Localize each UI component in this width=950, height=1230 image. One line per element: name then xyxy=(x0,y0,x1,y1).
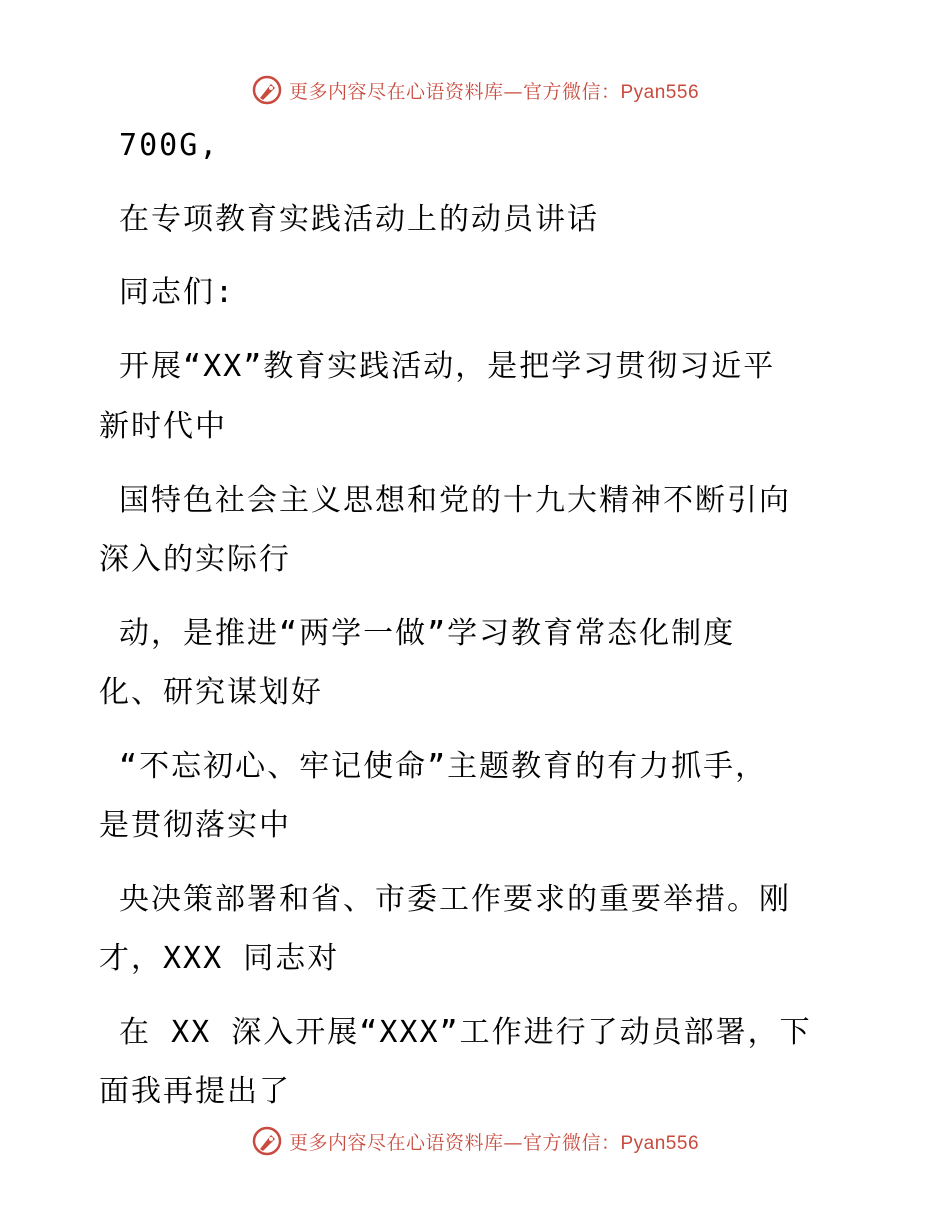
text-line: 开展“XX”教育实践活动，是把学习贯彻习近平 xyxy=(99,349,776,384)
watermark-contact: Pyan556 xyxy=(620,1132,700,1154)
text-line: 化、研究谋划好 xyxy=(99,675,323,710)
text-line: 深入的实际行 xyxy=(99,542,291,577)
header-watermark-banner xyxy=(0,70,950,110)
text-line: 国特色社会主义思想和党的十九大精神不断引向 xyxy=(99,483,792,518)
text-line: 央决策部署和省、市委工作要求的重要举措。刚 xyxy=(99,882,792,917)
watermark-text: 更多内容尽在心语资料库—官方微信：Pyan556 xyxy=(288,80,700,103)
text-line: 新时代中 xyxy=(99,409,227,444)
document-title: 在专项教育实践活动上的动员讲话 xyxy=(99,202,600,237)
text-line: 在 XX 深入开展“XXX”工作进行了动员部署，下 xyxy=(99,1015,812,1050)
text-line: 是贯彻落实中 xyxy=(99,808,291,843)
text-line: 动，是推进“两学一做”学习教育常态化制度 xyxy=(99,616,736,651)
text-line: 700G, xyxy=(99,128,220,163)
pen-nib-logo-icon xyxy=(251,1125,283,1157)
text-line: “不忘初心、牢记使命”主题教育的有力抓手， xyxy=(99,749,768,784)
watermark-text: 更多内容尽在心语资料库—官方微信：Pyan556 xyxy=(288,1131,700,1154)
salutation: 同志们: xyxy=(99,275,236,310)
text-line: 才，XXX 同志对 xyxy=(99,941,340,976)
watermark-contact: Pyan556 xyxy=(620,81,700,103)
pen-nib-logo-icon xyxy=(251,74,283,106)
footer-watermark-banner xyxy=(0,1121,950,1161)
text-line: 面我再提出了 xyxy=(99,1074,291,1109)
